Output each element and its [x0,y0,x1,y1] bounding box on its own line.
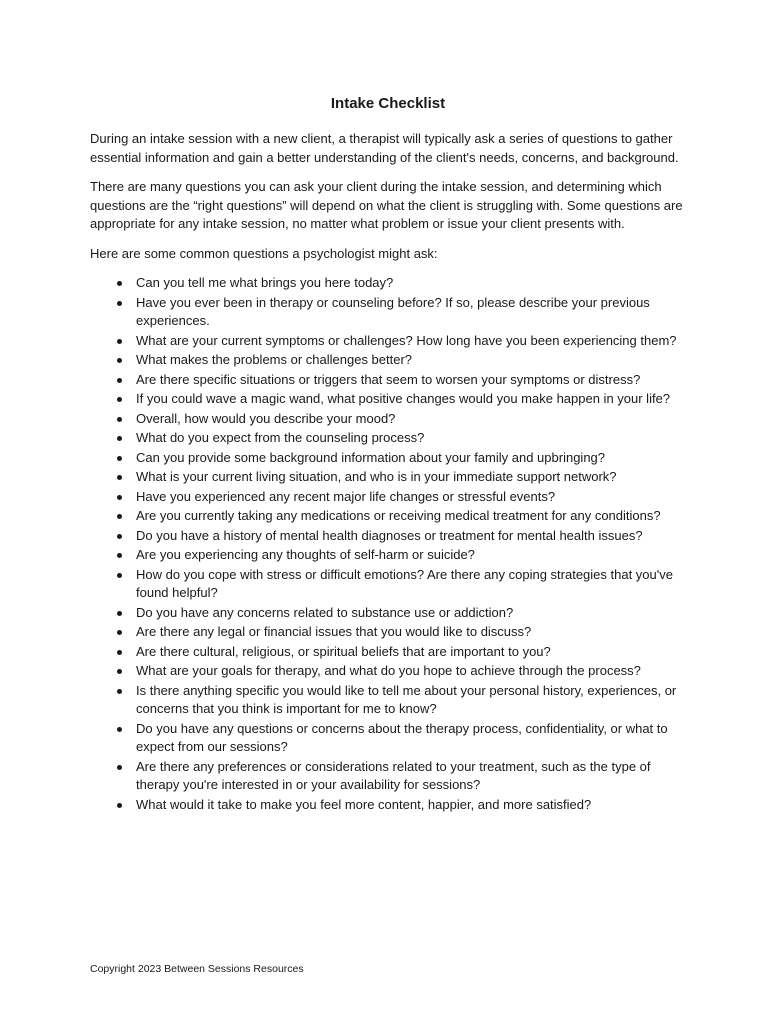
question-item: What is your current living situation, and who is in your immediate support network? [136,468,686,487]
document-title: Intake Checklist [330,95,446,112]
question-item: Are there any legal or financial issues that you would like to discuss? [136,623,686,642]
document-page [90,94,686,815]
question-item: Can you provide some background information about your family and upbringing? [136,449,686,468]
question-item: Are there specific situations or triggers that seem to worsen your symptoms or distress? [136,371,686,390]
question-item: Are you experiencing any thoughts of self-harm or suicide? [136,546,686,565]
questions-explanation-paragraph: There are many questions you can ask your client during the intake session, and determining which questions are the “right questions” will depend on what the client is struggling with. Some questions are appropriate for any intake session, no matter what problem or issue your client presents with. [90,179,683,231]
question-list [90,274,686,814]
question-item: What do you expect from the counseling process? [136,429,686,448]
questions-lead-in: Here are some common questions a psychologist might ask: [90,245,438,261]
intro-paragraph: During an intake session with a new client, a therapist will typically ask a series of questions to gather essential information and gain a better understanding of the client's needs, concerns, and background. [90,131,679,165]
question-item: Is there anything specific you would like to tell me about your personal history, experiences, or concerns that you think is important for me to know? [136,682,686,719]
question-item: Have you ever been in therapy or counseling before? If so, please describe your previous experiences. [136,294,686,331]
question-item: What makes the problems or challenges better? [136,351,686,370]
question-item: Overall, how would you describe your mood? [136,410,686,429]
copyright-footer: Copyright 2023 Between Sessions Resources [90,963,304,975]
question-item: Do you have a history of mental health diagnoses or treatment for mental health issues? [136,527,686,546]
question-item: Do you have any concerns related to substance use or addiction? [136,604,686,623]
question-item: Are there cultural, religious, or spiritual beliefs that are important to you? [136,643,686,662]
question-item: If you could wave a magic wand, what positive changes would you make happen in your life? [136,390,686,409]
question-item: Do you have any questions or concerns about the therapy process, confidentiality, or what to expect from our sessions? [136,720,686,757]
question-item: Are you currently taking any medications or receiving medical treatment for any conditions? [136,507,686,526]
question-item: Have you experienced any recent major life changes or stressful events? [136,488,686,507]
question-item: How do you cope with stress or difficult emotions? Are there any coping strategies that you've found helpful? [136,566,686,603]
question-item: What would it take to make you feel more content, happier, and more satisfied? [136,796,686,815]
question-item: What are your current symptoms or challenges? How long have you been experiencing them? [136,332,686,351]
question-item: Can you tell me what brings you here today? [136,274,686,293]
question-item: Are there any preferences or considerations related to your treatment, such as the type of therapy you're interested in or your availability for sessions? [136,758,686,795]
question-item: What are your goals for therapy, and what do you hope to achieve through the process? [136,662,686,681]
